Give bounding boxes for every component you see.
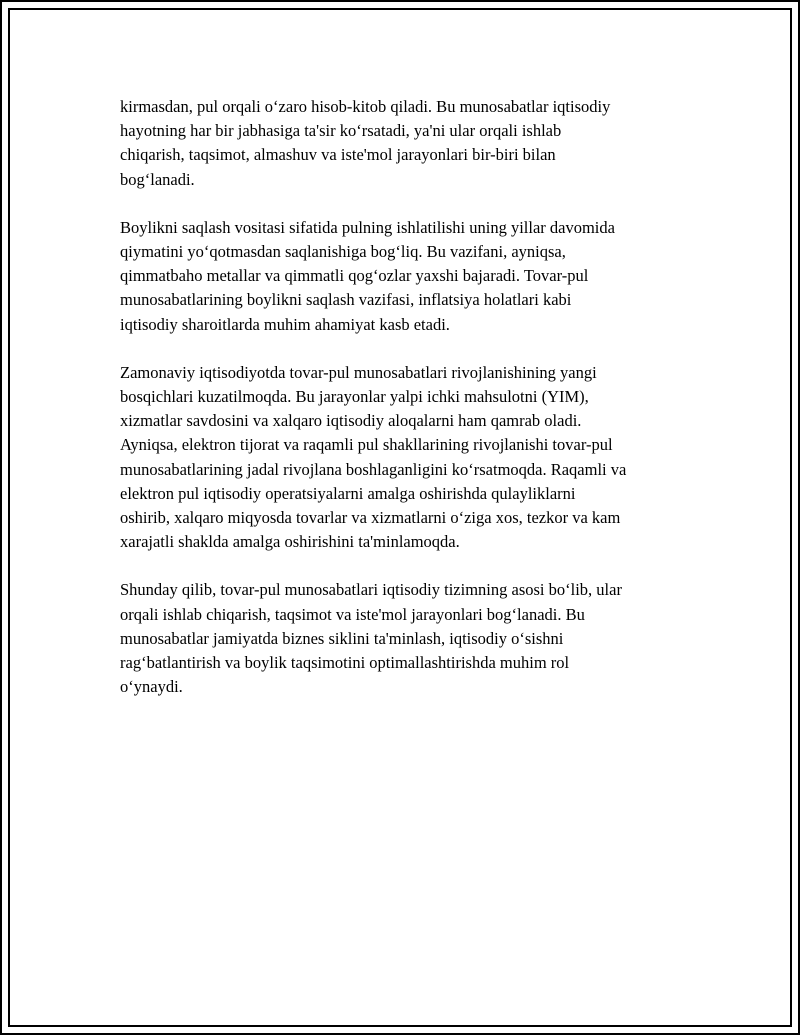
text-line: chiqarish, taqsimot, almashuv va iste'mol jarayonlari bir-biri bilan bbox=[120, 145, 556, 165]
paragraph-1 bbox=[120, 95, 700, 192]
text-line: Zamonaviy iqtisodiyotda tovar-pul munosabatlari rivojlanishining yangi bbox=[120, 362, 597, 382]
paragraph-4 bbox=[120, 578, 700, 699]
text-line: kirmasdan, pul orqali o‘zaro hisob-kitob qiladi. Bu munosabatlar iqtisodiy bbox=[120, 97, 611, 116]
text-line: xizmatlar savdosini va xalqaro iqtisodiy aloqalarni ham qamrab oladi. bbox=[120, 411, 582, 431]
text-line: Shunday qilib, tovar-pul munosabatlari iqtisodiy tizimning asosi bo‘lib, ular bbox=[120, 580, 622, 600]
text-line: o‘ynaydi. bbox=[120, 677, 183, 697]
text-line: rag‘batlantirish va boylik taqsimotini optimallashtirishda muhim rol bbox=[120, 653, 570, 673]
document-body bbox=[120, 95, 700, 723]
text-line: bosqichlari kuzatilmoqda. Bu jarayonlar yalpi ichki mahsulotni (YIM), bbox=[120, 387, 589, 407]
text-line: orqali ishlab chiqarish, taqsimot va iste'mol jarayonlari bog‘lanadi. Bu bbox=[120, 604, 585, 624]
text-line: bog‘lanadi. bbox=[120, 169, 195, 189]
text-line: Boylikni saqlash vositasi sifatida pulning ishlatilishi uning yillar davomida bbox=[120, 217, 615, 237]
paragraph-3 bbox=[120, 361, 700, 555]
text-line: munosabatlarining jadal rivojlana boshlaganligini ko‘rsatmoqda. Raqamli va bbox=[120, 459, 627, 479]
text-line: munosabatlarining boylikni saqlash vazifasi, inflatsiya holatlari kabi bbox=[120, 290, 572, 310]
text-line: iqtisodiy sharoitlarda muhim ahamiyat kasb etadi. bbox=[120, 314, 450, 334]
text-line: xarajatli shaklda amalga oshirishini ta'minlamoqda. bbox=[120, 532, 460, 552]
paragraph-2 bbox=[120, 216, 700, 337]
text-line: elektron pul iqtisodiy operatsiyalarni amalga oshirishda qulayliklarni bbox=[120, 483, 576, 503]
text-line: Ayniqsa, elektron tijorat va raqamli pul shakllarining rivojlanishi tovar-pul bbox=[120, 435, 613, 455]
text-line: oshirib, xalqaro miqyosda tovarlar va xizmatlarni o‘ziga xos, tezkor va kam bbox=[120, 508, 621, 528]
text-line: munosabatlar jamiyatda biznes siklini ta'minlash, iqtisodiy o‘sishni bbox=[120, 628, 564, 648]
text-line: qimmatbaho metallar va qimmatli qog‘ozlar yaxshi bajaradi. Tovar-pul bbox=[120, 266, 589, 286]
text-line: qiymatini yo‘qotmasdan saqlanishiga bog‘liq. Bu vazifani, ayniqsa, bbox=[120, 242, 566, 262]
text-line: hayotning har bir jabhasiga ta'sir ko‘rsatadi, ya'ni ular orqali ishlab bbox=[120, 121, 562, 141]
